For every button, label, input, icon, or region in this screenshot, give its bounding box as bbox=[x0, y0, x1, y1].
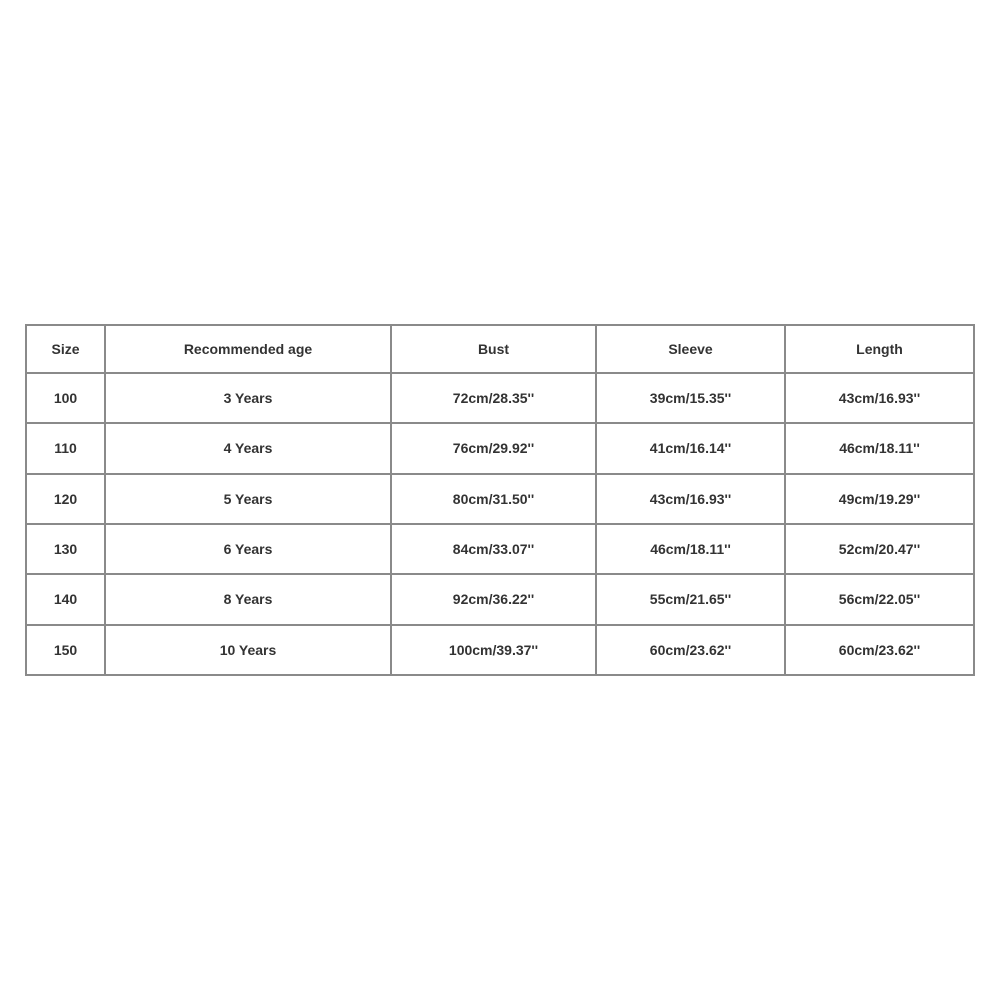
cell-size: 150 bbox=[26, 625, 105, 675]
cell-bust: 76cm/29.92'' bbox=[391, 423, 596, 473]
cell-size: 140 bbox=[26, 574, 105, 624]
cell-sleeve: 39cm/15.35'' bbox=[596, 373, 785, 423]
cell-sleeve: 60cm/23.62'' bbox=[596, 625, 785, 675]
cell-bust: 84cm/33.07'' bbox=[391, 524, 596, 574]
cell-sleeve: 41cm/16.14'' bbox=[596, 423, 785, 473]
header-sleeve: Sleeve bbox=[596, 325, 785, 373]
header-length: Length bbox=[785, 325, 974, 373]
table-row bbox=[26, 474, 974, 524]
cell-size: 120 bbox=[26, 474, 105, 524]
cell-size: 130 bbox=[26, 524, 105, 574]
table-row bbox=[26, 373, 974, 423]
header-recommended-age: Recommended age bbox=[105, 325, 391, 373]
table-row bbox=[26, 574, 974, 624]
cell-bust: 72cm/28.35'' bbox=[391, 373, 596, 423]
cell-sleeve: 43cm/16.93'' bbox=[596, 474, 785, 524]
table-row bbox=[26, 423, 974, 473]
cell-length: 49cm/19.29'' bbox=[785, 474, 974, 524]
cell-length: 52cm/20.47'' bbox=[785, 524, 974, 574]
cell-length: 43cm/16.93'' bbox=[785, 373, 974, 423]
cell-recommended-age: 6 Years bbox=[105, 524, 391, 574]
cell-sleeve: 55cm/21.65'' bbox=[596, 574, 785, 624]
cell-size: 110 bbox=[26, 423, 105, 473]
cell-recommended-age: 3 Years bbox=[105, 373, 391, 423]
cell-length: 46cm/18.11'' bbox=[785, 423, 974, 473]
cell-size: 100 bbox=[26, 373, 105, 423]
cell-recommended-age: 8 Years bbox=[105, 574, 391, 624]
table-row bbox=[26, 524, 974, 574]
cell-bust: 100cm/39.37'' bbox=[391, 625, 596, 675]
header-bust: Bust bbox=[391, 325, 596, 373]
size-chart-table bbox=[25, 324, 975, 676]
table-header-row bbox=[26, 325, 974, 373]
cell-bust: 92cm/36.22'' bbox=[391, 574, 596, 624]
table-row bbox=[26, 625, 974, 675]
cell-recommended-age: 5 Years bbox=[105, 474, 391, 524]
cell-recommended-age: 4 Years bbox=[105, 423, 391, 473]
cell-recommended-age: 10 Years bbox=[105, 625, 391, 675]
cell-length: 60cm/23.62'' bbox=[785, 625, 974, 675]
cell-length: 56cm/22.05'' bbox=[785, 574, 974, 624]
cell-bust: 80cm/31.50'' bbox=[391, 474, 596, 524]
header-size: Size bbox=[26, 325, 105, 373]
cell-sleeve: 46cm/18.11'' bbox=[596, 524, 785, 574]
